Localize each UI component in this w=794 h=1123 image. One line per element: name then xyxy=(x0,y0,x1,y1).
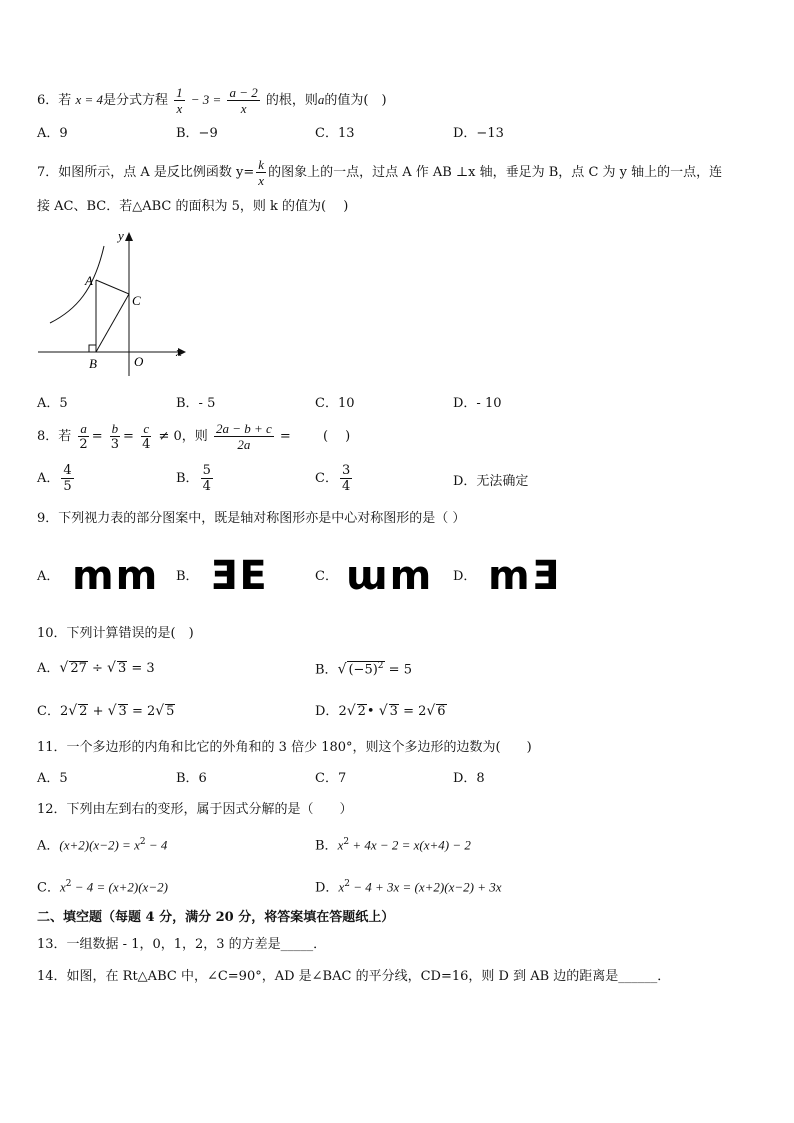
fraction: $\frac{k}{x}$ xyxy=(258,157,265,188)
q6-option-c: C．13 xyxy=(315,126,355,141)
label-y: y xyxy=(118,228,124,243)
label-b: B xyxy=(89,356,97,371)
q6-option-b: B．−9 xyxy=(176,126,218,141)
fraction: $\frac{a}{2}$ xyxy=(79,421,88,452)
q11-option-a: A．5 xyxy=(37,771,68,786)
q11-option-d: D．8 xyxy=(453,771,485,786)
label-x: x xyxy=(176,344,182,359)
label-a: A xyxy=(85,273,93,288)
fraction: $\frac{c}{4}$ xyxy=(142,421,151,452)
q9-pattern-d: mƎ xyxy=(488,553,562,599)
q7-stem-line2: 接 AC、BC．若△ABC 的面积为 5，则 k 的值为( ) xyxy=(37,199,349,214)
label-c: C xyxy=(132,293,141,308)
q9-pattern-a: mm xyxy=(72,553,160,599)
q9-option-a-label: A． xyxy=(37,569,60,584)
q8-option-d: D．无法确定 xyxy=(453,474,529,489)
q9-stem: 9．下列视力表的部分图案中，既是轴对称图形亦是中心对称图形的是（ ） xyxy=(37,511,466,526)
q8-option-a: A． $\frac{4}{5}$ xyxy=(37,463,72,494)
q8-option-b: B． $\frac{5}{4}$ xyxy=(176,463,211,494)
q10-option-a: A．√ 27 ÷ √ 3 = 3 xyxy=(37,660,155,676)
q6-option-a: A．9 xyxy=(37,126,68,141)
q9-option-c-label: C． xyxy=(315,569,338,584)
q12-option-a: A．$(x+2)(x-2) = x^2 - 4$ xyxy=(37,837,168,854)
q11-option-c: C．7 xyxy=(315,771,347,786)
fraction: $\frac{2a - b + c}{2a}$ xyxy=(215,421,272,452)
q9-option-b-label: B． xyxy=(176,569,199,584)
q10-option-d: D．2√ 2• √ 3 = 2√ 6 xyxy=(315,703,446,719)
q8-option-c: C． $\frac{3}{4}$ xyxy=(315,463,351,494)
q11-stem: 11．一个多边形的内角和比它的外角和的 3 倍少 180°，则这个多边形的边数为( ) xyxy=(37,740,532,755)
q14-stem: 14．如图，在 Rt△ABC 中，∠C=90°，AD 是∠BAC 的平分线，CD=16，则 D 到 AB 边的距离是______． xyxy=(37,969,671,984)
q11-option-b: B．6 xyxy=(176,771,207,786)
q9-pattern-b: ƎE xyxy=(210,553,269,599)
fraction: $\frac{b}{3}$ xyxy=(110,421,120,452)
section-heading: 二、填空题（每题 4 分，满分 20 分，将答案填在答题纸上） xyxy=(37,910,395,925)
label-o: O xyxy=(134,354,144,369)
q7-option-c: C．10 xyxy=(315,396,355,411)
q7-option-b: B．- 5 xyxy=(176,396,216,411)
segment-ac xyxy=(96,280,129,294)
q9-option-d-label: D． xyxy=(453,569,477,584)
q13-stem: 13．一组数据 - 1，0，1，2，3 的方差是_____． xyxy=(37,937,327,952)
q8-stem: 8．若 $\frac{a}{2}$ = $\frac{b}{3}$ = $\frac{c}{4}$ ≠ 0，则 $\frac{2a - b + c}{2a}$ = ( ) xyxy=(37,421,351,452)
q7-figure xyxy=(36,228,196,383)
q10-option-c: C．2√ 2 + √ 3 = 2√ 5 xyxy=(37,703,175,719)
q7-option-d: D．- 10 xyxy=(453,396,502,411)
fraction: $\frac{1}{x}$ xyxy=(176,85,183,116)
fraction: $\frac{a - 2}{x}$ xyxy=(229,85,258,116)
q6-stem: 6．若 x = 4是分式方程 $\frac{1}{x}$ − 3 = $\frac{a - 2}{x}$ 的根，则a的值为( ) xyxy=(37,85,387,116)
q12-stem: 12．下列由左到右的变形，属于因式分解的是（ ） xyxy=(37,802,353,817)
q9-pattern-c: ɯm xyxy=(346,553,434,599)
q12-option-d: D．$x^2 - 4 + 3x = (x+2)(x-2) + 3x$ xyxy=(315,879,502,896)
segment-bc xyxy=(96,294,129,352)
y-axis-arrow xyxy=(125,232,133,241)
q10-option-b: B．√ $(-5)^2 = 5$ xyxy=(315,661,412,678)
right-angle-mark xyxy=(89,345,96,352)
q12-option-b: B．$x^2 + 4x - 2 = x(x+4) - 2$ xyxy=(315,837,471,854)
q10-stem: 10．下列计算错误的是( ) xyxy=(37,626,194,641)
q7-option-a: A．5 xyxy=(37,396,68,411)
q6-option-d: D．−13 xyxy=(453,126,504,141)
q7-stem-line1: 7．如图所示，点 A 是反比例函数 y= $\frac{k}{x}$ 的图象上的一点，过点 A 作 AB ⊥x 轴，垂足为 B，点 C 为 y 轴上的一点，连 xyxy=(37,157,723,188)
q12-option-c: C．$x^2 - 4 = (x+2)(x-2)$ xyxy=(37,879,168,896)
